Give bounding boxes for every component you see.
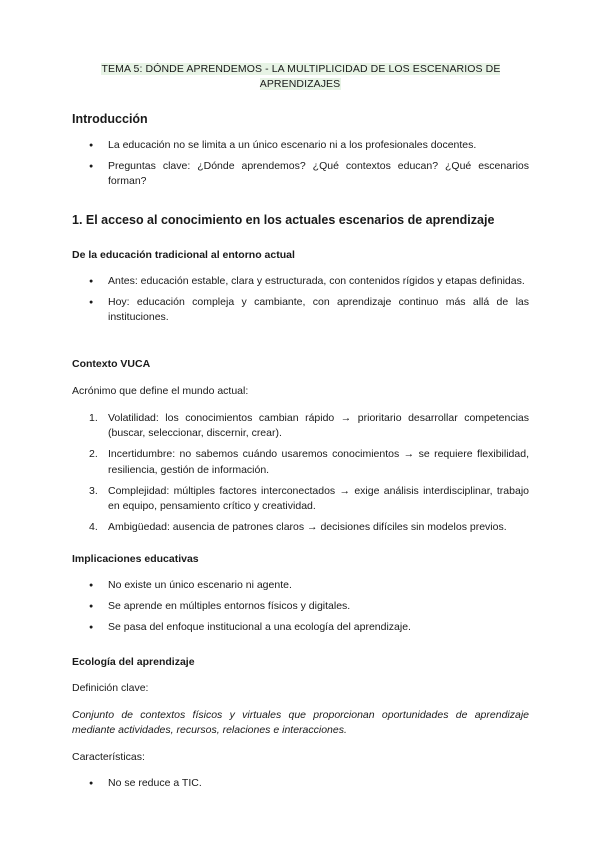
section1-heading: 1. El acceso al conocimiento en los actuales escenarios de aprendizaje: [72, 213, 495, 227]
ecology-definition: Conjunto de contextos físicos y virtuales que proporcionan oportunidades de aprendizaje mediante actividades, recursos, relaciones e interacciones.: [72, 709, 529, 737]
document-title: [72, 62, 529, 92]
intro-heading: Introducción: [72, 112, 148, 126]
list-item: ● Se pasa del enfoque institucional a una ecología del aprendizaje.: [72, 620, 529, 635]
vuca-list-block: [72, 411, 529, 536]
implications-heading: Implicaciones educativas: [72, 553, 199, 565]
ecology-definition-block: [72, 708, 529, 738]
list-item: [72, 411, 529, 441]
list-number: 1.: [89, 412, 98, 424]
list-item: ● Preguntas clave: ¿Dónde aprendemos? ¿Qué contextos educan? ¿Qué escenarios forman?: [72, 159, 529, 189]
list-item: ● Antes: educación estable, clara y estructurada, con contenidos rígidos y etapas definidas.: [72, 274, 529, 289]
list-item: [72, 520, 529, 535]
intro-list: [72, 138, 529, 190]
traditional-list: [72, 274, 529, 326]
list-number: 2.: [89, 448, 98, 461]
ecology-characteristics-label-block: [72, 750, 529, 765]
list-item: ● No existe un único escenario ni agente.: [72, 578, 529, 593]
list-number: 3.: [89, 484, 98, 497]
list-item: ● Se aprende en múltiples entornos físicos y digitales.: [72, 599, 529, 614]
list-number: 4.: [89, 521, 98, 534]
list-item: [72, 447, 529, 477]
vuca-lead-block: [72, 384, 529, 399]
ecology-characteristics-label: Características:: [72, 751, 145, 763]
list-item-text: Complejidad: múltiples factores interconectados → exige análisis interdisciplinar, trabajo en equipo, pensamiento crítico y creatividad.: [108, 484, 529, 513]
vuca-list: [72, 411, 529, 536]
ecology-list-block: [72, 776, 529, 791]
implications-list-block: [72, 578, 529, 636]
ecology-heading: Ecología del aprendizaje: [72, 656, 195, 668]
vuca-heading: Contexto VUCA: [72, 358, 151, 370]
list-item-text: Incertidumbre: no sabemos cuándo usaremos conocimientos → se requiere flexibilidad, resiliencia, gestión de información.: [108, 448, 529, 476]
ecology-list: [72, 776, 529, 791]
list-item: ● La educación no se limita a un único escenario ni a los profesionales docentes.: [72, 138, 529, 153]
list-item: ● Hoy: educación compleja y cambiante, con aprendizaje continuo más allá de las instituciones.: [72, 295, 529, 325]
list-item-text: Volatilidad: los conocimientos cambian rápido → prioritario desarrollar competencias (buscar, seleccionar, discernir, crear).: [108, 412, 529, 440]
list-item-text: Ambigüedad: ausencia de patrones claros → decisiones difíciles sin modelos previos.: [108, 521, 507, 534]
traditional-heading: De la educación tradicional al entorno actual: [72, 249, 295, 261]
traditional-list-block: [72, 274, 529, 326]
ecology-definition-label: Definición clave:: [72, 682, 149, 694]
intro-list-block: [72, 138, 529, 190]
list-item: ● No se reduce a TIC.: [72, 776, 529, 791]
document-title-text: TEMA 5: DÓNDE APRENDEMOS - LA MULTIPLICIDAD DE LOS ESCENARIOS DE APRENDIZAJES: [101, 63, 501, 90]
ecology-definition-label-block: [72, 681, 529, 696]
implications-list: [72, 578, 529, 636]
list-item: [72, 484, 529, 514]
vuca-lead: Acrónimo que define el mundo actual:: [72, 385, 249, 397]
